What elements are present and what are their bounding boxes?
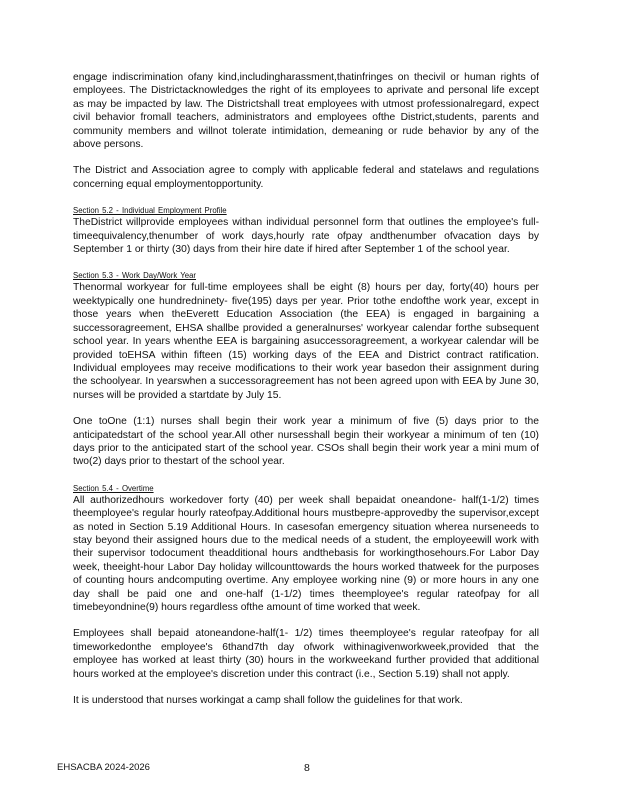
section-5-4-body: All authorizedhours workedover forty (40) per week shall bepaidat oneandone- half(1-1/2) times theemployee's regular hourly rateofpay.Additional hours mustbepre-approvedby the supervisor,except as noted in Section 5.19 Additional Hours. In casesofan emergency situation wherea nurseneeds to stay beyond their assigned hours due to the medical needs of a student, the employeewill work with their supervisor todocument theadditional hours andthebasis for workingthosehours.For Labor Day week, theeight-hour Labor Day holiday willcounttowards the hours worked thatweek for the purposes of counting hours andcomputing overtime. Any employee working nine (9) or more hours in any one day shall be paid one and one-half (1-1/2) times theemployee's regular rateofpay for all timebeyondnine(9) hours regardless ofthe amount of time worked that week. [73, 494, 539, 613]
section-5-3-heading: Section 5.3 - Work Day/Work Year [73, 271, 197, 281]
section-5-4-paragraph-2: Employees shall bepaid atoneandone-half(1- 1/2) times theemployee's regular rateofpay for all timeworkedonthe employee's 6thand7th day ofwork withinagivenworkweek,provided that the employee has worked at least thirty (30) hours in the workweekand further provided that additional hours worked at the employee's discretion under this contract (i.e., Section 5.19) shall not apply. [73, 628, 539, 680]
section-5-4-heading: Section 5.4 - Overtime [73, 483, 154, 493]
intro-paragraph: engage indiscrimination ofany kind,includingharassment,thatinfringes on thecivil or human rights of employees. The Districtacknowledges the right of its employees to aprivate and personal life except as may be impacted by law. The Districtshall treat employees with utmost professionalregard, expect civil behavior fromall teachers, administrators and employees ofthe District,students, parents and community members and willnot tolerate intimidation, demeaning or rude behavior by any of the above persons. [73, 72, 539, 151]
section-5-3-paragraph-2: One toOne (1:1) nurses shall begin their work year a minimum of five (5) days prior to the anticipatedstart of the school year.All other nursesshall begin their workyear a minimum of ten (10) days prior to the anticipated start of the school year. CSOs shall begin their work year a mini mum of two(2) days prior to thestart of the school year. [73, 416, 539, 468]
section-5-3-body: Thenormal workyear for full-time employees shall be eight (8) hours per day, forty(40) hours per weektypically one hundredninety- five(195) days per year. Prior tothe endofthe work year, except in those years when theEverett Education Association (the EEA) is engaged in bargaining a successoragreement, EHSA shallbe provided a generalnurses' workyear calendar forthe subsequent school year. In years whenthe EEA is bargaining asuccessoragreement, a workyear calendar will be provided toEHSA within fifteen (15) working days of the EEA and District contract ratification. Individual employees may receive modifications to their work year basedon their assignment during the schoolyear. In yearswhen a successoragreement has not been agreed upon with EEA by June 30, nurses will be provided a startdate by July 15. [73, 282, 539, 401]
document-body [73, 71, 539, 707]
footer-document-label: EHSACBA 2024-2026 [57, 762, 150, 773]
section-5-2-body: TheDistrict willprovide employees withan individual personnel form that outlines the employee's full-timeequivalency,thenumber of work days,hourly rate ofpay andthenumber ofvacation days by September 1 or thirty (30) days from their hire date if hired after September 1 of the school year. [73, 217, 539, 256]
section-5-2-heading: Section 5.2 - Individual Employment Profile [73, 206, 227, 216]
equal-employment-paragraph: The District and Association agree to comply with applicable federal and statelaws and regulations concerning equal employmentopportunity. [73, 165, 539, 190]
section-5-4-paragraph-3: It is understood that nurses workingat a camp shall follow the guidelines for that work. [73, 695, 463, 707]
page-number: 8 [304, 762, 310, 774]
